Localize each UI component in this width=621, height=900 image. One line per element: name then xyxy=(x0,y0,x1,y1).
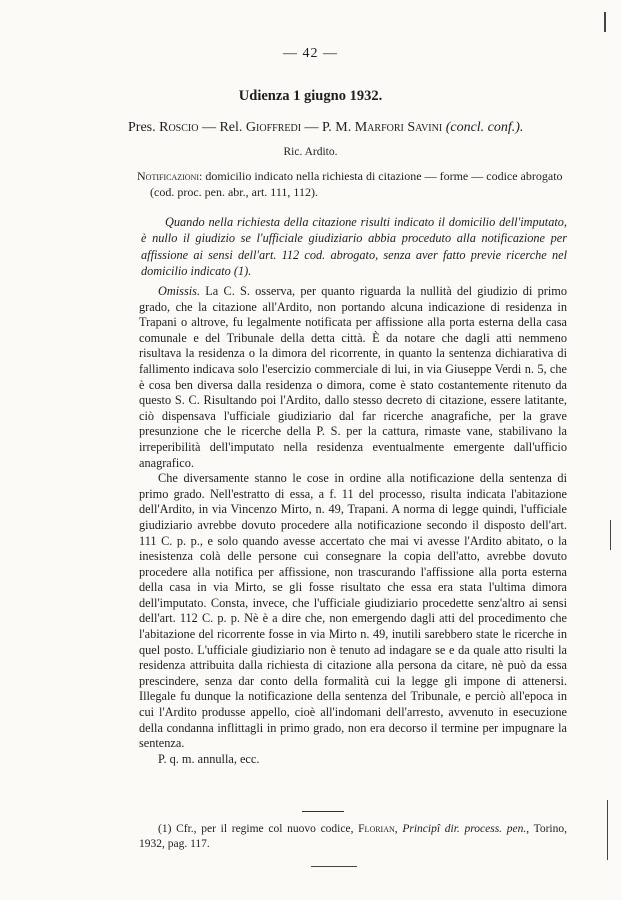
decision-body xyxy=(139,284,567,767)
footnote-author: Florian xyxy=(358,823,395,835)
court-composition xyxy=(128,120,568,136)
end-rule xyxy=(311,866,357,867)
subject-label: Notificazioni xyxy=(137,169,199,183)
prosecutor-name: Marfori Savini xyxy=(354,120,443,135)
scan-mark xyxy=(610,520,611,550)
rapporteur-name: Gioffredi xyxy=(245,120,302,135)
footnote-prefix: (1) Cfr., per il regime col nuovo codice, xyxy=(158,823,359,835)
body-paragraph: P. q. m. annulla, ecc. xyxy=(158,751,260,766)
legal-maxim: Quando nella richiesta della citazione risulti indicato il domicilio dell'imputato, è nullo il giudizio se l'ufficiale giudiziario abbia proceduto alla notificazione per affissione ai sensi dell'art. 112 cod. abrogato, senza aver fatto previe ricerche nel domicilio indicato (1). xyxy=(141,215,567,279)
omissis-label: Omissis. xyxy=(158,284,201,298)
president-name: Roscio xyxy=(159,120,199,135)
footnote-title: Principî dir. process. pen. xyxy=(402,823,527,835)
footnote-rule xyxy=(302,811,344,812)
paragraph-text: La C. S. osserva, per quanto riguarda la nullità del giudizio di primo grado, che la citazione all'Ardito, non portando alcuna indicazione di residenza in Trapani o altrove, fu legalmente notificata per affissione alla porta esterna della casa comunale e del Tribunale della detta città. È da notare che dagli atti nemmeno risultava la residenza o la dimora del ricorrente, in quanto la sentenza dichiarativa di fallimento indicava solo l'esercizio commerciale di lui, in via Giuseppe Verdi n. 5, che è cosa ben diversa dalla residenza o dimora, come è stato costantemente ritenuto da questo S. C. Risultando poi l'Ardito, dallo stesso decreto di citazione, essere latitante, ciò dispensava l'ufficiale giudiziario dal far ricerche anagrafiche, per la grave presunzione che le ricerche della P. S. per la cattura, rimaste vane, stabilivano la irreperibilità dell'imputato nella residenza eventualmente emergente dall'ufficio anagrafico. xyxy=(139,284,567,470)
footnote-sep: , xyxy=(394,823,403,835)
conclusion-note: (concl. conf.). xyxy=(445,120,524,135)
scan-mark xyxy=(607,800,608,860)
appellant-line: Ric. Ardito. xyxy=(283,146,338,158)
rapporteur-prefix: — Rel. xyxy=(201,120,243,135)
scan-mark xyxy=(604,12,606,32)
subject-note xyxy=(137,168,565,200)
subject-text: : domicilio indicato nella richiesta di citazione — forme — codice abrogato (cod. proc. pen. abr., art. 111, 112). xyxy=(150,169,563,199)
president-prefix: Pres. xyxy=(128,120,156,135)
page-number: — 42 — xyxy=(283,46,338,61)
footnote xyxy=(139,822,567,852)
hearing-heading: Udienza 1 giugno 1932. xyxy=(238,88,383,104)
body-paragraph: Che diversamente stanno le cose in ordine alla notificazione della sentenza di primo grado. Nell'estratto di essa, a f. 11 del processo, risulta indicata l'abitazione dell'Ardito, in via Vincenzo Mirto, n. 49, Trapani. A norma di legge quindi, l'ufficiale giudiziario avrebbe dovuto procedere alla notificazione secondo il disposto dell'art. 111 C. p. p., e solo quando avesse accertato che mai vi avesse l'Ardito abitato, o la inesistenza colà delle persone cui consegnare la copia dell'atto, avrebbe dovuto procedere alla notifica per affissione, non trascurando l'affissione alla porta esterna della casa in via Mirto, se gli fosse risultato che essa era stata l'ultima dimora dell'imputato. Consta, invece, che l'ufficiale giudiziario procedette senz'altro ai sensi dell'art. 112 C. p. p. Nè è a dire che, non emergendo dagli atti del procedimento che l'abitazione del ricorrente fosse in via Mirto n. 49, inutili sarebbero state le ricerche in quel posto. L'ufficiale giudiziario non è tenuto ad indagare se e da quale atto risulti la residenza attribuita dalla richiesta di citazione alla persona da citare, nè può da essa prescindere, senza dar conto della formalità cui la legge gli impone di attenersi. Illegale fu dunque la notificazione della sentenza del Tribunale, e perciò all'epoca in cui l'Ardito produsse appello, cioè all'indomani dell'arresto, avvenuto in esecuzione della condanna inflittagli in primo grado, non era decorso il termine per impugnare la sentenza. xyxy=(139,471,567,751)
prosecutor-prefix: — P. M. xyxy=(304,120,352,135)
footnote-suffix: , Torino, 1932, pag. 117. xyxy=(139,823,567,850)
body-paragraph xyxy=(139,284,567,471)
